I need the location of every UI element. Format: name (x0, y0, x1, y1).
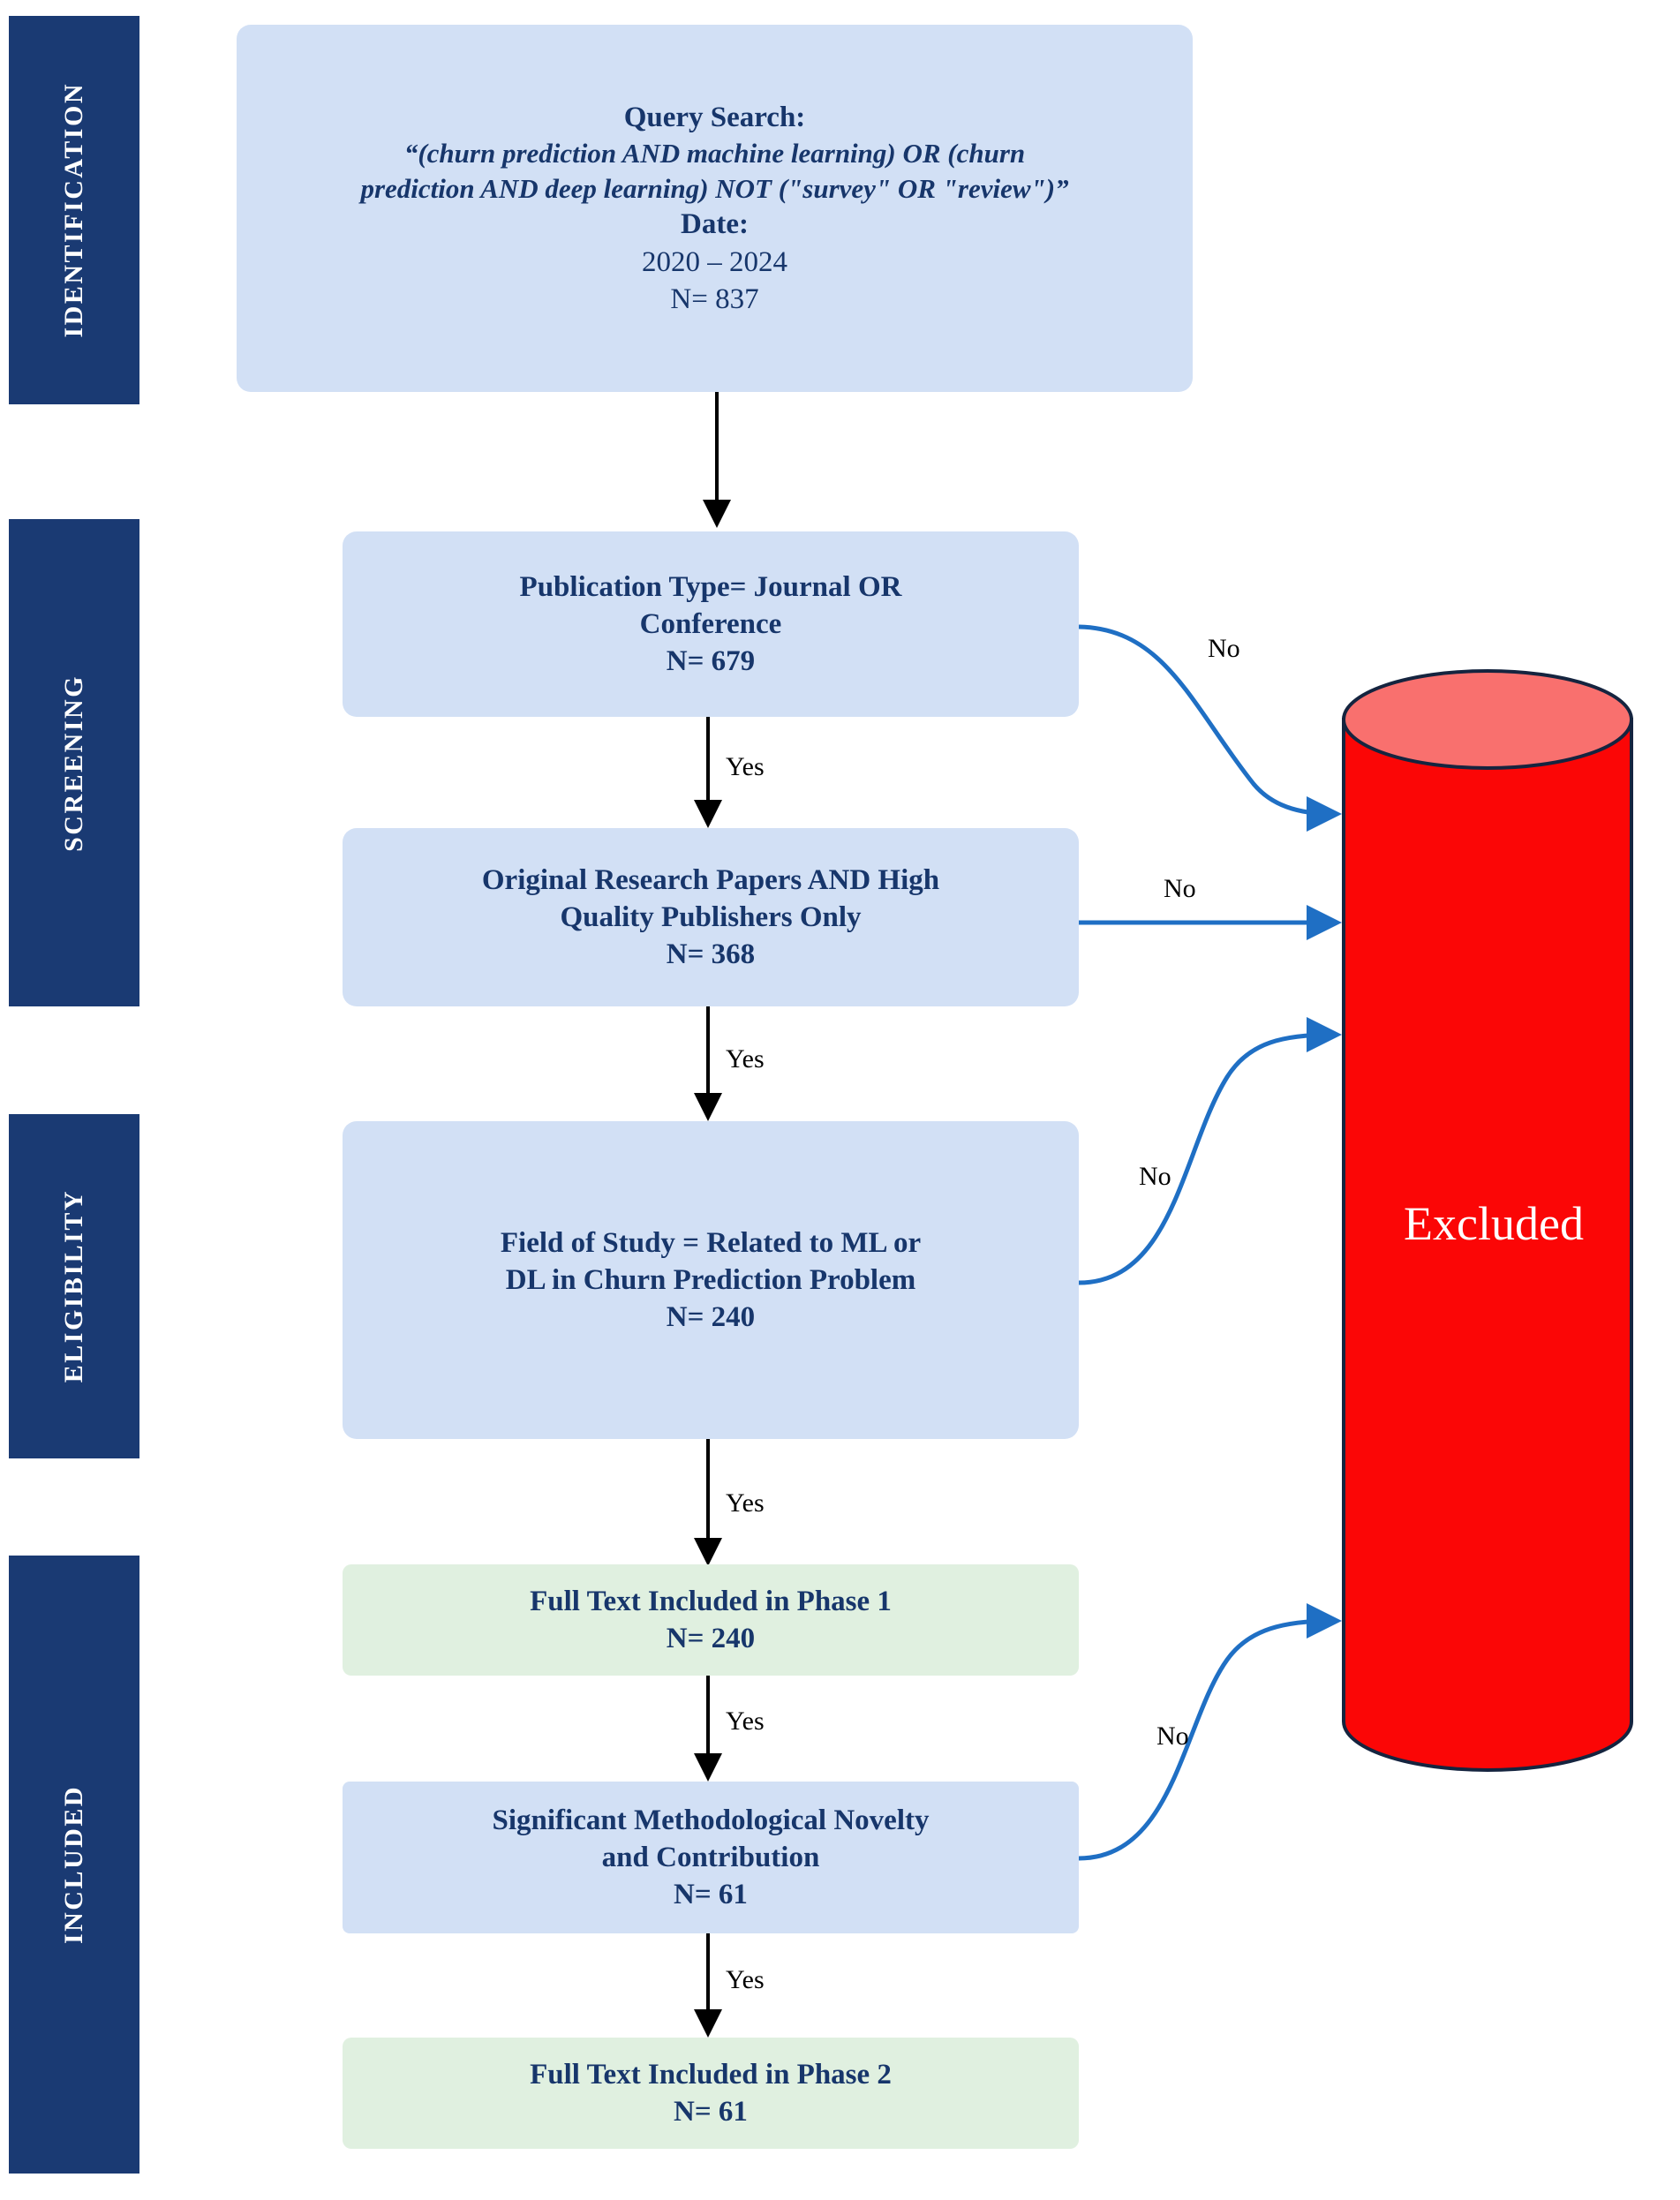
query-search-line-6: N= 837 (670, 283, 759, 315)
full-text-phase-1-line-2: N= 240 (666, 1623, 756, 1654)
query-search-line-4: Date: (681, 208, 749, 241)
full-text-phase-1-line-1: Full Text Included in Phase 1 (530, 1585, 892, 1617)
edge-label-yes-1: Yes (726, 752, 765, 781)
stage-label-included: INCLUDED (59, 1784, 88, 1945)
edge-label-no-2: No (1164, 874, 1196, 903)
arrow-no-4 (1079, 1621, 1333, 1858)
field-of-study-line-3: N= 240 (666, 1301, 756, 1334)
box-original-research (343, 828, 1079, 1006)
original-research-line-2: Quality Publishers Only (560, 900, 862, 933)
field-of-study-line-2: DL in Churn Prediction Problem (505, 1263, 916, 1296)
stage-bar-included (9, 1556, 139, 2174)
edge-label-no-1: No (1208, 634, 1240, 663)
stage-label-identification: IDENTIFICATION (59, 82, 88, 338)
stage-bar-screening (9, 519, 139, 1006)
arrow-no-3 (1079, 1035, 1333, 1283)
publication-type-line-2: Conference (639, 607, 782, 640)
stage-bar-identification (9, 16, 139, 404)
edge-label-yes-2: Yes (726, 1044, 765, 1074)
stage-label-eligibility: ELIGIBILITY (59, 1189, 88, 1383)
edge-label-yes-3: Yes (726, 1488, 765, 1518)
box-methodological-novelty (343, 1782, 1079, 1933)
arrow-no-1 (1079, 627, 1333, 814)
publication-type-line-3: N= 679 (666, 645, 756, 678)
methodological-novelty-line-1: Significant Methodological Novelty (492, 1804, 930, 1836)
original-research-line-3: N= 368 (666, 938, 756, 971)
publication-type-line-1: Publication Type= Journal OR (519, 570, 902, 603)
full-text-phase-2-line-2: N= 61 (674, 2096, 748, 2128)
box-publication-type (343, 531, 1079, 717)
query-search-line-1: Query Search: (623, 101, 806, 133)
edge-label-no-4: No (1156, 1722, 1189, 1751)
query-search-line-3: prediction AND deep learning) NOT ("survey" OR "review")” (360, 172, 1069, 204)
box-full-text-phase-2 (343, 2038, 1079, 2149)
edge-label-no-3: No (1139, 1162, 1171, 1191)
query-search-line-2: “(churn prediction AND machine learning) OR (churn (403, 138, 1026, 170)
original-research-line-1: Original Research Papers AND High (481, 863, 940, 896)
edge-label-yes-5: Yes (726, 1965, 765, 1994)
stage-label-screening: SCREENING (59, 674, 88, 852)
box-query-search (237, 25, 1193, 392)
stage-bar-eligibility (9, 1114, 139, 1458)
box-full-text-phase-1 (343, 1564, 1079, 1676)
field-of-study-line-1: Field of Study = Related to ML or (500, 1226, 922, 1259)
excluded-label: Excluded (1404, 1197, 1584, 1250)
full-text-phase-2-line-1: Full Text Included in Phase 2 (530, 2058, 892, 2091)
methodological-novelty-line-2: and Contribution (601, 1841, 820, 1873)
edge-label-yes-4: Yes (726, 1707, 765, 1736)
box-field-of-study (343, 1121, 1079, 1439)
methodological-novelty-line-3: N= 61 (674, 1879, 748, 1911)
query-search-line-5: 2020 – 2024 (642, 245, 787, 278)
